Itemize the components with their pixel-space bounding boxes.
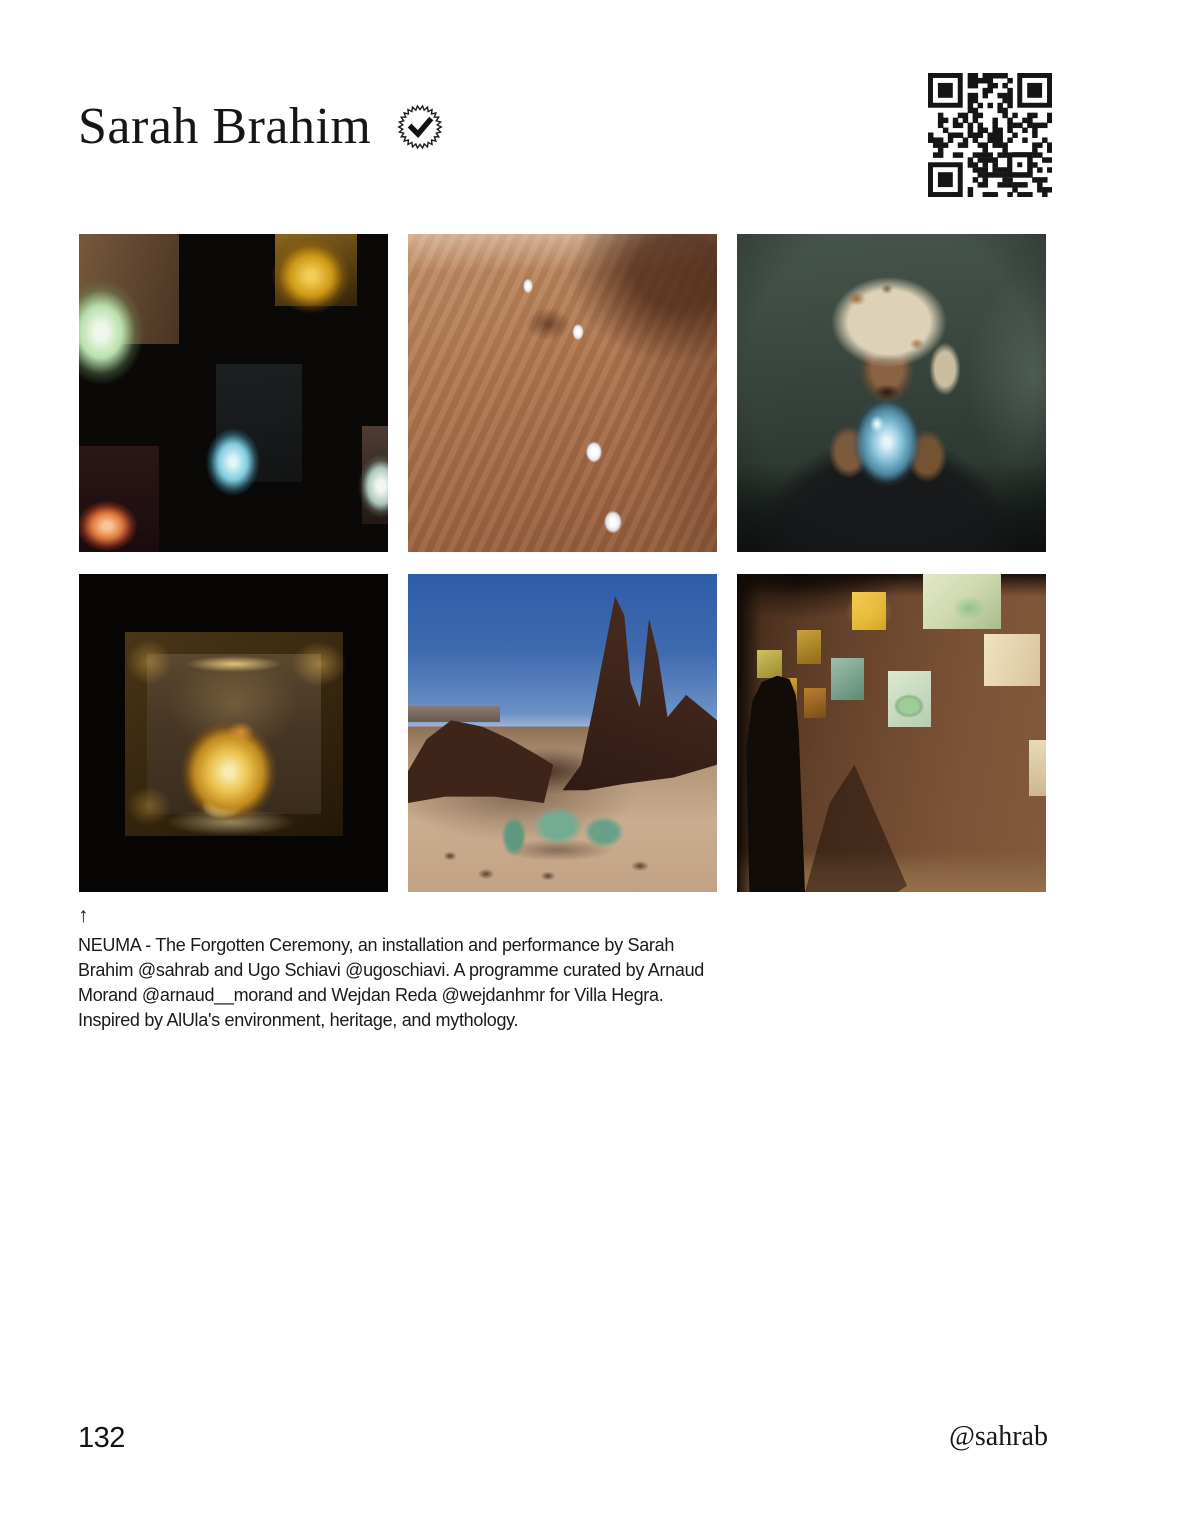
caption-line: Inspired by AlUla's environment, heritage, and mythology. bbox=[78, 1010, 519, 1030]
instagram-handle: @sahrab bbox=[949, 1421, 1048, 1452]
photo-portrait-glass bbox=[737, 234, 1046, 552]
photo-cliff-performers bbox=[408, 234, 717, 552]
qr-code bbox=[928, 73, 1052, 197]
photo-gallery-wall bbox=[737, 574, 1046, 892]
header bbox=[78, 98, 443, 155]
caption bbox=[78, 905, 798, 1033]
page-title: Sarah Brahim bbox=[78, 98, 372, 155]
caption-line: NEUMA - The Forgotten Ceremony, an installation and performance by Sarah bbox=[78, 935, 675, 955]
up-arrow-icon: ↑ bbox=[78, 904, 89, 927]
photo-niches-dark bbox=[79, 234, 388, 552]
photo-amber-niche bbox=[79, 574, 388, 892]
caption-line: Morand @arnaud__morand and Wejdan Reda @wejdanhmr for Villa Hegra. bbox=[78, 985, 664, 1005]
caption-line: Brahim @sahrab and Ugo Schiavi @ugoschiavi. A programme curated by Arnaud bbox=[78, 960, 704, 980]
verified-badge-icon bbox=[397, 104, 443, 150]
page-number: 132 bbox=[78, 1422, 125, 1454]
photo-desert-sculpture bbox=[408, 574, 717, 892]
